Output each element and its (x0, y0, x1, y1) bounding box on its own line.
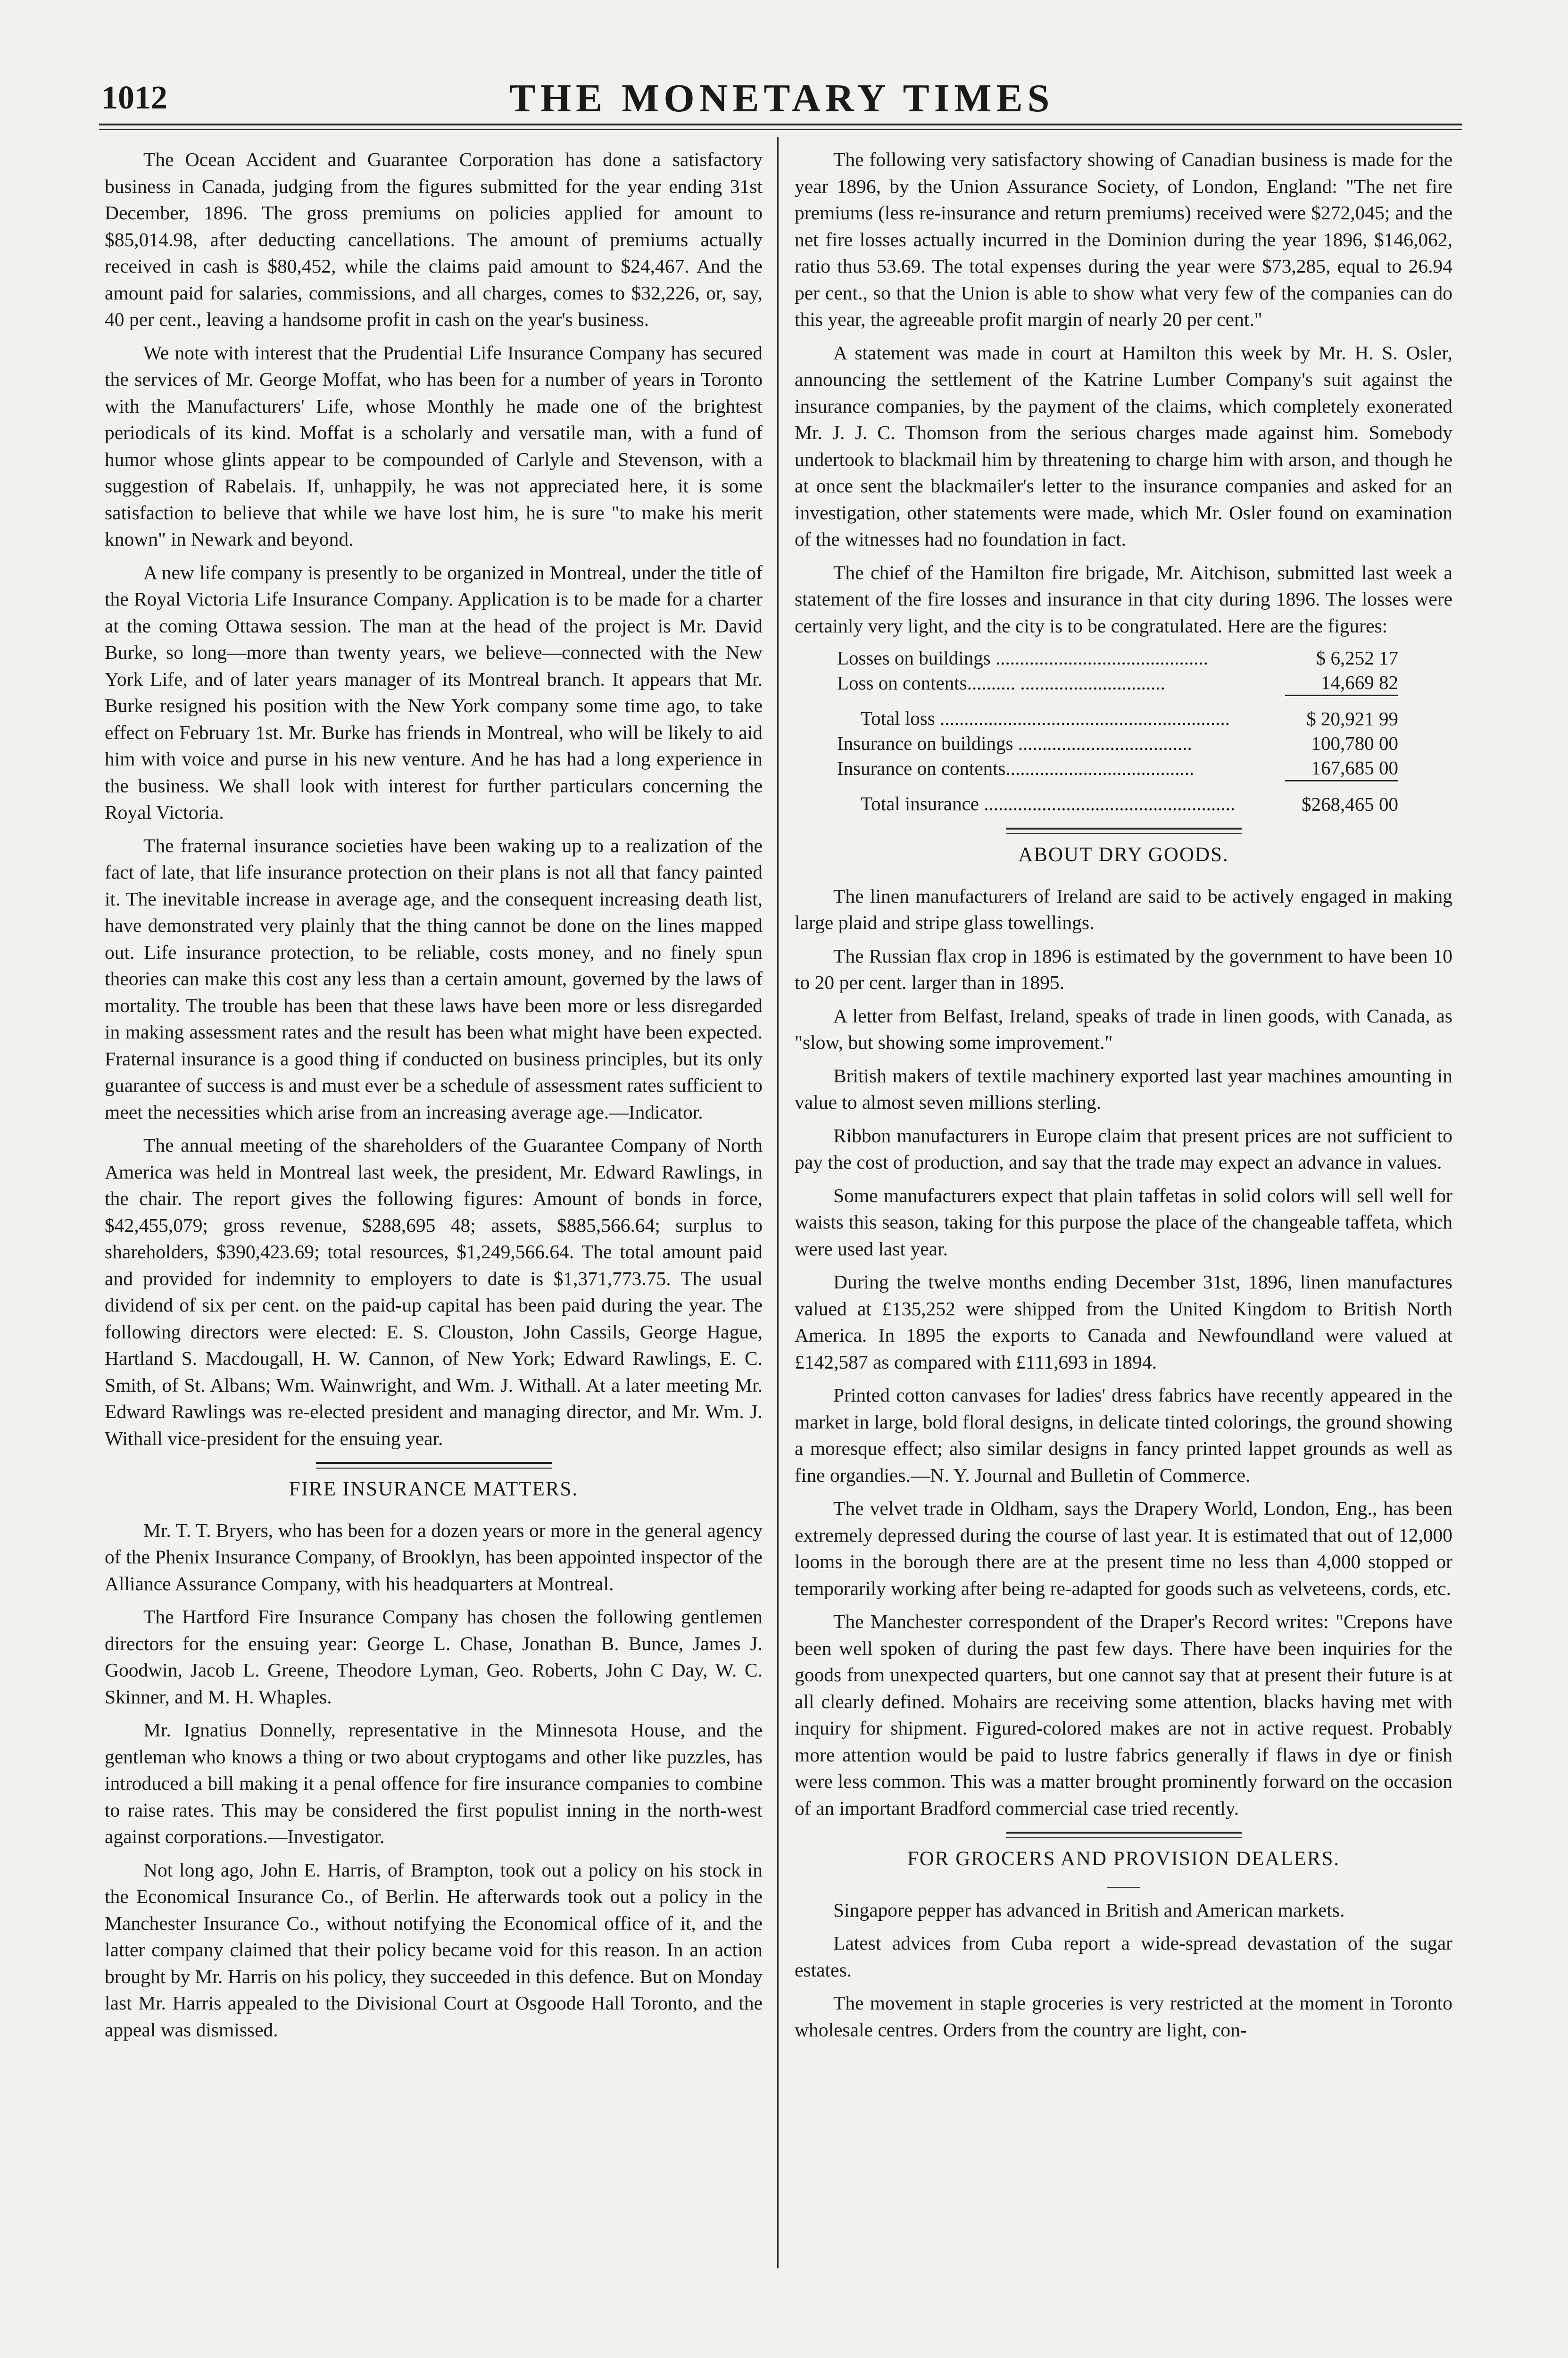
section-rule (1006, 828, 1242, 834)
item-singapore-pepper: Singapore pepper has advanced in British and American markets. (833, 1899, 1345, 1921)
item-linen-exports: During the twelve months ending December 31st, 1896, linen manufactures valued at £135,252 were shipped from the United Kingdom to British North America. In 1895 the exports to Canada and Newfoundland were valued at £142,587 as compared with £111,693 in 1894. (795, 1271, 1452, 1373)
article-ocean-accident: The Ocean Accident and Guarantee Corporation has done a satisfactory business in Canada, judging from the figures submitted for the year ending 31st December, 1896. The gross premiums on policies applied for amount to $85,014.98, after deducting cancellations. The amount of premiums actually received in cash is $80,452, while the claims paid amount to $24,467. And the amount paid for salaries, commissions, and all charges, comes to $32,226, or, say, 40 per cent., leaving a handsome profit in cash on the year's business. (105, 149, 763, 330)
row-value: 14,669 82 (1321, 672, 1398, 693)
column-divider (777, 137, 779, 2268)
article-guarantee-company: The annual meeting of the shareholders of the Guarantee Company of North America was held in Montreal last week, the president, Mr. Edward Rawlings, in the chair. The report gives the following figures: Amount of bonds in force, $42,455,079; gross revenue, $288,695 48; assets, $885,566.64; surplus to shareholders, $390,423.69; total resources, $1,249,566.64. The total amount paid and provided for indemnity to employers to date is $1,371,773.75. The usual dividend of six per cent. on the paid-up capital has been paid during the year. The following directors were elected: E. S. Clouston, John Cassils, George Hague, Hartland S. Macdougall, H. W. Cannon, of New York; Edward Rawlings, E. C. Smith, of St. Albans; Wm. Wainwright, and Wm. J. Withall. At a later meeting Mr. Edward Rawlings was re-elected president and managing director, and Mr. Wm. J. Withall vice-president for the ensuing year. (105, 1134, 763, 1449)
row-label: Insurance on contents....................................... (837, 757, 1195, 779)
article-union-assurance: The following very satisfactory showing of Canadian business is made for the year 1896, by the Union Assurance Society, of London, England: "The net fire premiums (less re-insurance and return premiums) received were $272,045; and the net fire losses actually incurred in the Dominion during the year 1896, $146,062, ratio thus 53.69. The total expenses during the year were $73,285, equal to 26.94 per cent., so that the Union is able to show what very few of the companies can do this year, the agreeable profit margin of nearly 20 per cent." (795, 149, 1452, 330)
table-row (837, 731, 1398, 756)
table-row-total (837, 781, 1398, 817)
header-rule-thin (99, 129, 1462, 130)
article-fraternal-insurance: The fraternal insurance societies have been waking up to a realization of the fact of late, that life insurance protection on their plans is not all that fancy painted it. The inevitable increase in average age, and the consequent increasing death list, have demonstrated very plainly that the thing cannot be done on the lines mapped out. Life insurance protection, to be reliable, costs money, and no finely spun theories can make this cost any less than a certain amount, governed by the laws of mortality. The trouble has been that these laws have been more or less disregarded in making assessment rates and the result has been what might have been expected. Fraternal insurance is a good thing if conducted on business principles, but its only guarantee of success is and must ever be a schedule of assessment rates sufficient to meet the necessities which arise from an increasing average age.—Indicator. (105, 834, 763, 1123)
row-value: $ 6,252 17 (1316, 647, 1398, 669)
fire-losses-table (837, 646, 1398, 816)
section-rule (316, 1462, 552, 1469)
heading-dash (1107, 1887, 1140, 1888)
section-heading-dry-goods: ABOUT DRY GOODS. (1018, 844, 1229, 866)
article-harris: Not long ago, John E. Harris, of Brampton, took out a policy on his stock in the Economical Insurance Co., of Berlin. He afterwards took out a policy in the Manchester Insurance Co., without notifying the Economical office of it, and the latter company claimed that their policy became void for this reason. In an action brought by Mr. Harris on his policy, they succeeded in this defence. But on Monday last Mr. Harris appealed to the Divisional Court at Osgoode Hall Toronto, and the appeal was dismissed. (105, 1859, 763, 2041)
item-velvet-oldham: The velvet trade in Oldham, says the Drapery World, London, Eng., has been extremely depressed during the course of last year. It is estimated that out of 12,000 looms in the borough there are at the present time no less than 4,000 stopped or temporarily working after being re-adapted for goods such as velveteens, cords, etc. (795, 1497, 1452, 1599)
item-staple-groceries: The movement in staple groceries is very restricted at the moment in Toronto wholesale centres. Orders from the country are light, con- (795, 1992, 1452, 2041)
article-prudential-life: We note with interest that the Prudential Life Insurance Company has secured the services of Mr. George Moffat, who has been for a number of years in Toronto with the Manufacturers' Life, whose Monthly he made one of the brightest periodicals of its kind. Moffat is a scholarly and versatile man, with a fund of humor whose glints appear to be compounded of Carlyle and Stevenson, with a suggestion of Rabelais. If, unhappily, he was not appreciated here, it is some satisfaction to believe that while we have lost him, he is sure "to make his merit known" in Newark and beyond. (105, 341, 763, 550)
item-cuba-sugar: Latest advices from Cuba report a wide-spread devastation of the sugar estates. (795, 1932, 1452, 1981)
row-value: $ 20,921 99 (1285, 696, 1398, 731)
item-linen-ireland: The linen manufacturers of Ireland are said to be actively engaged in making large plaid and stripe glass towellings. (795, 885, 1452, 933)
article-hartford: The Hartford Fire Insurance Company has chosen the following gentlemen directors for the ensuing year: George L. Chase, Jonathan B. Bunce, James J. Goodwin, Jacob L. Greene, Theodore Lyman, Geo. Roberts, John C Day, W. C. Skinner, and M. H. Whaples. (105, 1606, 763, 1708)
item-belfast-letter: A letter from Belfast, Ireland, speaks of trade in linen goods, with Canada, as "slow, but showing some improvement." (795, 1005, 1452, 1053)
table-row (837, 646, 1398, 670)
item-manchester-crepons: The Manchester correspondent of the Draper's Record writes: "Crepons have been well spoken of during the past few days. There have been inquiries for the goods from unexpected quarters, but one cannot say that at present their future is at all clearly defined. Mohairs are receiving some attention, blacks having met with inquiry for shipment. Figured-colored makes are not in active request. Probably more attention would be paid to lustre fabrics generally if flaws in dye or finish were less common. This was a matter brought prominently forward on the occasion of an important Bradford commercial case tried recently. (795, 1611, 1452, 1819)
item-russian-flax: The Russian flax crop in 1896 is estimated by the government to have been 10 to 20 per cent. larger than in 1895. (795, 945, 1452, 993)
item-ribbon-manufacturers: Ribbon manufacturers in Europe claim that present prices are not sufficient to pay the cost of production, and say that the trade may expect an advance in values. (795, 1124, 1452, 1173)
table-row-total (837, 696, 1398, 731)
page-number: 1012 (101, 80, 167, 116)
section-heading-fire-insurance: FIRE INSURANCE MATTERS. (289, 1478, 579, 1500)
right-column (795, 146, 1452, 2050)
table-row (837, 756, 1398, 781)
table-row (837, 670, 1398, 696)
article-royal-victoria: A new life company is presently to be organized in Montreal, under the title of the Royal Victoria Life Insurance Company. Application is to be made for a charter at the coming Ottawa session. The man at the head of the project is Mr. David Burke, so long—more than twenty years, we believe—connected with the New York Life, and of later years manager of its Montreal branch. It appears that Mr. Burke resigned his position with the New York company some time ago, to take effect on February 1st. Mr. Burke has friends in Montreal, who will be likely to aid him with voice and purse in his new venture. And he has had a long experience in the business. We shall look with interest for further particulars concerning the Royal Victoria. (105, 561, 763, 823)
row-label: Total loss ............................................................ (861, 707, 1230, 730)
row-value: 100,780 00 (1311, 732, 1398, 754)
page-header (101, 75, 1462, 127)
article-katrine-lumber: A statement was made in court at Hamilton this week by Mr. H. S. Osler, announcing the settlement of the Katrine Lumber Company's suit against the insurance companies, by the payment of the claims, which completely exonerated Mr. J. J. C. Thomson from the serious charges made against him. Somebody undertook to blackmail him by threatening to charge him with arson, and though he at once sent the blackmailer's letter to the insurance companies and asked for an investigation, other statements were made, which Mr. Osler found on examination of the witnesses had no foundation in fact. (795, 341, 1452, 550)
item-textile-machinery: British makers of textile machinery exported last year machines amounting in value to almost seven millions sterling. (795, 1064, 1452, 1113)
article-bryers: Mr. T. T. Bryers, who has been for a dozen years or more in the general agency of the Phenix Insurance Company, of Brooklyn, has been appointed inspector of the Alliance Assurance Company, with his headquarters at Montreal. (105, 1519, 763, 1594)
row-label: Total insurance .................................................... (861, 793, 1236, 815)
article-donnelly: Mr. Ignatius Donnelly, representative in the Minnesota House, and the gentleman who knows a thing or two about cryptogams and other like puzzles, has introduced a bill making it a penal offence for fire insurance companies to combine to raise rates. This may be considered the first populist inning in the north-west against corporations.—Investigator. (105, 1719, 763, 1847)
row-label: Losses on buildings ............................................ (837, 647, 1208, 669)
header-rule (99, 124, 1462, 125)
masthead-title: THE MONETARY TIMES (509, 76, 1054, 120)
item-cotton-canvases: Printed cotton canvases for ladies' dress fabrics have recently appeared in the market in large, bold floral designs, in delicate tinted colorings, the ground showing a moresque effect; also similar designs in fancy printed lappet grounds as well as fine organdies.—N. Y. Journal and Bulletin of Commerce. (795, 1384, 1452, 1486)
item-taffetas: Some manufacturers expect that plain taffetas in solid colors will sell well for waists this season, taking for this purpose the place of the changeable taffeta, which were used last year. (795, 1184, 1452, 1260)
row-value: $268,465 00 (1285, 781, 1398, 817)
row-label: Loss on contents.......... .............................. (837, 672, 1165, 694)
row-label: Insurance on buildings .................................... (837, 732, 1192, 754)
article-hamilton-fire: The chief of the Hamilton fire brigade, Mr. Aitchison, submitted last week a statement of the fire losses and insurance in that city during 1896. The losses were certainly very light, and the city is to be congratulated. Here are the figures: (795, 561, 1452, 637)
left-column (105, 146, 763, 2050)
section-heading-grocers: FOR GROCERS AND PROVISION DEALERS. (907, 1848, 1340, 1870)
row-value: 167,685 00 (1311, 757, 1398, 779)
section-rule (1006, 1832, 1242, 1838)
